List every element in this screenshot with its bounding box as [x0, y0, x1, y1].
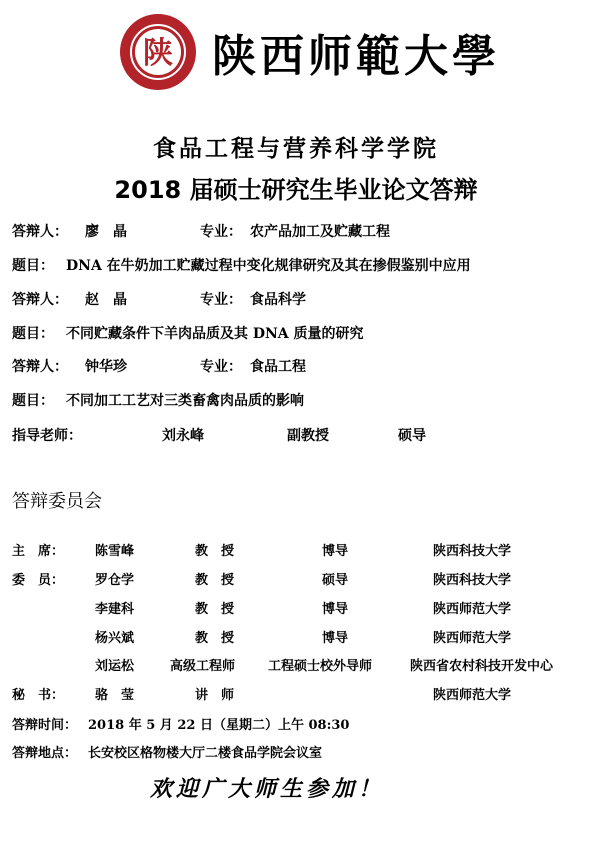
seal-character: 陕 — [143, 36, 173, 71]
committee-row-org: 陕西科技大学 — [433, 573, 512, 588]
candidate-2-label: 答辩人： — [12, 292, 68, 308]
committee-row-org: 陕西科技大学 — [433, 544, 512, 559]
committee-row-title: 教 授 — [195, 573, 235, 588]
candidate-3-topic: 不同加工工艺对三类畜禽肉品质的影响 — [66, 393, 304, 409]
committee-row-degree: 硕导 — [322, 573, 349, 588]
candidate-3-label: 答辩人： — [12, 359, 68, 375]
committee-row-title: 教 授 — [195, 602, 235, 617]
committee-row-name: 刘运松 — [95, 659, 135, 674]
committee-row-org: 陕西师范大学 — [433, 688, 512, 703]
candidate-2-name: 赵 晶 — [85, 292, 127, 308]
committee-row-name: 李建科 — [95, 602, 135, 617]
committee-row-name: 陈雪峰 — [95, 544, 135, 559]
candidate-1-name: 廖 晶 — [85, 224, 127, 240]
committee-row-degree: 博导 — [322, 544, 349, 559]
committee-row-role: 秘 书： — [12, 688, 65, 703]
candidate-3-major: 食品工程 — [250, 359, 306, 375]
committee-row-org: 陕西师范大学 — [433, 602, 512, 617]
time-label: 答辩时间： — [12, 718, 78, 733]
candidate-2-major-label: 专业： — [200, 292, 242, 308]
college-name: 食品工程与营养科学学院 — [153, 135, 439, 162]
candidate-1-topic: DNA 在牛奶加工贮藏过程中变化规律研究及其在掺假鉴别中应用 — [66, 258, 471, 274]
committee-row-title: 教 授 — [195, 631, 235, 646]
candidate-3-name: 钟华珍 — [85, 359, 127, 375]
university-name-calligraphy: 陕西师範大學 — [212, 31, 500, 82]
university-seal-logo — [120, 14, 196, 90]
event-title: 2018 届硕士研究生毕业论文答辩 — [114, 176, 478, 204]
advisor-title: 副教授 — [287, 428, 329, 444]
committee-row-title: 讲 师 — [195, 688, 235, 703]
candidate-1-major: 农产品加工及贮藏工程 — [250, 224, 390, 240]
committee-row-degree: 工程硕士校外导师 — [268, 659, 373, 674]
committee-row-degree: 博导 — [322, 631, 349, 646]
candidate-2-topic: 不同贮藏条件下羊肉品质及其 DNA 质量的研究 — [66, 326, 364, 342]
place-value: 长安校区格物楼大厅二楼食品学院会议室 — [88, 746, 323, 761]
seal-graphic — [120, 14, 196, 90]
candidate-2-topic-label: 题目： — [12, 326, 54, 342]
committee-row-org: 陕西省农村科技开发中心 — [410, 659, 554, 674]
candidate-1-label: 答辩人： — [12, 224, 68, 240]
candidate-1-topic-label: 题目： — [12, 258, 54, 274]
candidate-1-major-label: 专业： — [200, 224, 242, 240]
committee-row-title: 高级工程师 — [170, 659, 236, 674]
committee-title: 答辩委员会 — [12, 491, 102, 512]
committee-row-name: 杨兴斌 — [95, 631, 135, 646]
candidate-3-topic-label: 题目： — [12, 393, 54, 409]
time-value: 2018 年 5 月 22 日（星期二）上午 08:30 — [88, 718, 350, 733]
committee-row-role: 主 席： — [12, 544, 65, 559]
committee-row-degree: 博导 — [322, 602, 349, 617]
committee-row-role: 委 员： — [12, 573, 65, 588]
committee-row-name: 罗仓学 — [95, 573, 135, 588]
place-label: 答辩地点： — [12, 746, 78, 761]
candidate-2-major: 食品科学 — [250, 292, 306, 308]
candidate-3-major-label: 专业： — [200, 359, 242, 375]
committee-row-org: 陕西师范大学 — [433, 631, 512, 646]
committee-row-name: 骆 莹 — [95, 688, 135, 703]
advisor-name: 刘永峰 — [162, 428, 204, 444]
advisor-degree: 硕导 — [398, 428, 426, 444]
welcome-message: 欢迎广大师生参加！ — [150, 776, 385, 802]
committee-row-title: 教 授 — [195, 544, 235, 559]
advisor-label: 指导老师： — [12, 428, 82, 444]
